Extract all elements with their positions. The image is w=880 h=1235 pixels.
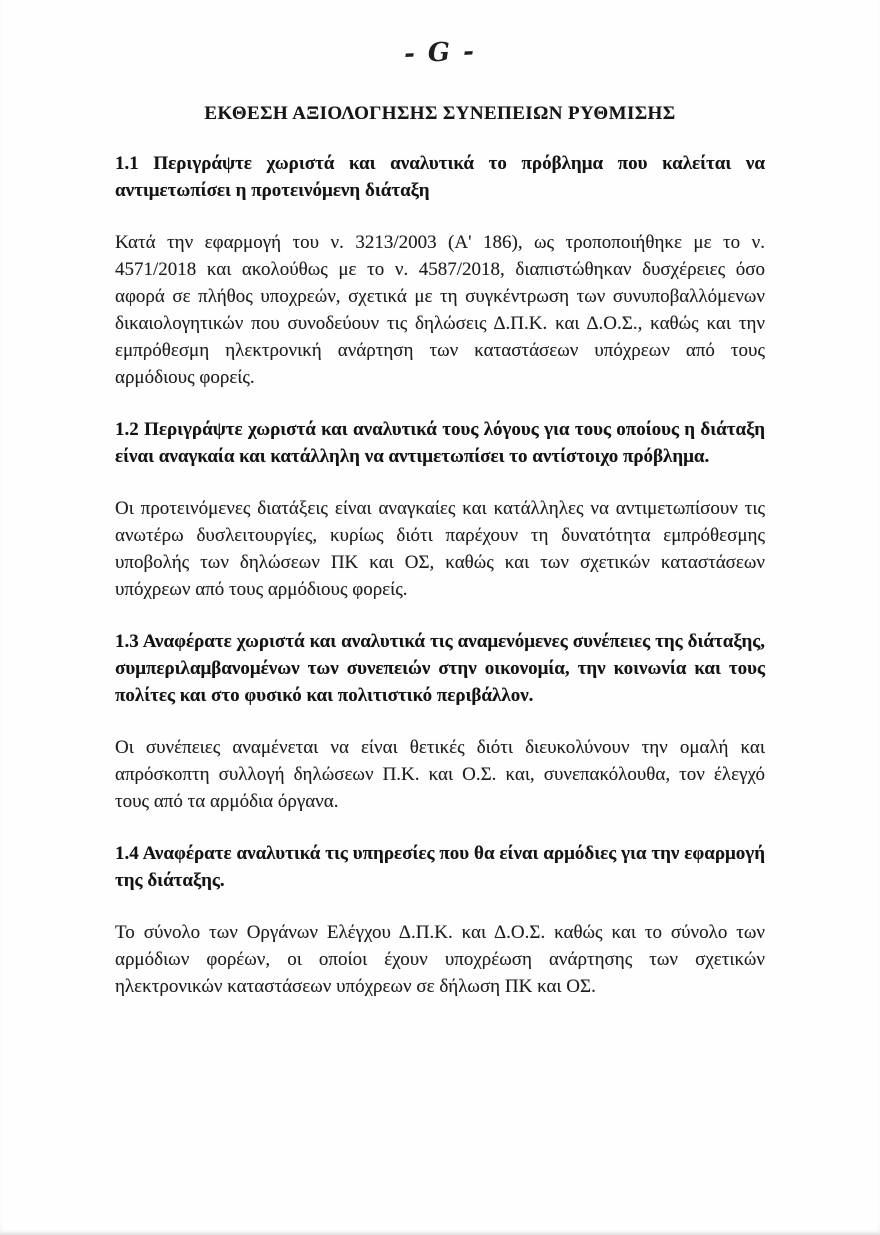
section-1-4-paragraph: Το σύνολο των Οργάνων Ελέγχου Δ.Π.Κ. και Δ.Ο.Σ. καθώς και το σύνολο των αρμόδιων φορέων, οι οποίοι έχουν υποχρέωση ανάρτησης των σχετικών ηλεκτρονικών καταστάσεων υπόχρεων σε δήλωση ΠΚ και ΟΣ.: [115, 922, 765, 997]
section-1-4-heading: 1.4 Αναφέρατε αναλυτικά τις υπηρεσίες που θα είναι αρμόδιες για την εφαρμογή της διάταξης.: [115, 843, 765, 891]
document-body: [115, 150, 765, 1025]
section-1-1-paragraph: Κατά την εφαρμογή του ν. 3213/2003 (Α' 186), ως τροποποιήθηκε με το ν. 4571/2018 και ακολούθως με το ν. 4587/2018, διαπιστώθηκαν δυσχέρειες όσο αφορά σε πλήθος υποχρεών, σχετικά με τη συγκέντρωση των συνυποβαλλόμενων δικαιολογητικών που συνοδεύουν τις δηλώσεις Δ.Π.Κ. και Δ.Ο.Σ., καθώς και την εμπρόθεσμη ηλεκτρονική ανάρτηση των καταστάσεων υπόχρεων από τους αρμόδιους φορείς.: [115, 232, 765, 388]
section-1-1-heading: 1.1 Περιγράψτε χωριστά και αναλυτικά το πρόβλημα που καλείται να αντιμετωπίσει η προτεινόμενη διάταξη: [115, 153, 765, 201]
section-1-2-paragraph: Οι προτεινόμενες διατάξεις είναι αναγκαίες και κατάλληλες να αντιμετωπίσουν τις ανωτέρω δυσλειτουργίες, κυρίως διότι παρέχουν τη δυνατότητα εμπρόθεσμης υποβολής των δηλώσεων ΠΚ και ΟΣ, καθώς και των σχετικών καταστάσεων υπόχρεων από τους αρμόδιους φορείς.: [115, 498, 765, 600]
handwritten-page-number: - G -: [403, 36, 477, 70]
section-1-3-heading: 1.3 Αναφέρατε χωριστά και αναλυτικά τις αναμενόμενες συνέπειες της διάταξης, συμπεριλαμβανομένων των συνεπειών στην οικονομία, την κοινωνία και τους πολίτες και στο φυσικό και πολιτιστικό περιβάλλον.: [115, 631, 765, 706]
document-title: ΕΚΘΕΣΗ ΑΞΙΟΛΟΓΗΣΗΣ ΣΥΝΕΠΕΙΩΝ ΡΥΘΜΙΣΗΣ: [204, 103, 676, 124]
section-1-3-paragraph: Οι συνέπειες αναμένεται να είναι θετικές διότι διευκολύνουν την ομαλή και απρόσκοπτη συλλογή δηλώσεων Π.Κ. και Ο.Σ. και, συνεπακόλουθα, τον έλεγχό τους από τα αρμόδια όργανα.: [115, 737, 765, 812]
section-1-2-heading: 1.2 Περιγράψτε χωριστά και αναλυτικά τους λόγους για τους οποίους η διάταξη είναι αναγκαία και κατάλληλη να αντιμετωπίσει το αντίστοιχο πρόβλημα.: [115, 419, 765, 467]
